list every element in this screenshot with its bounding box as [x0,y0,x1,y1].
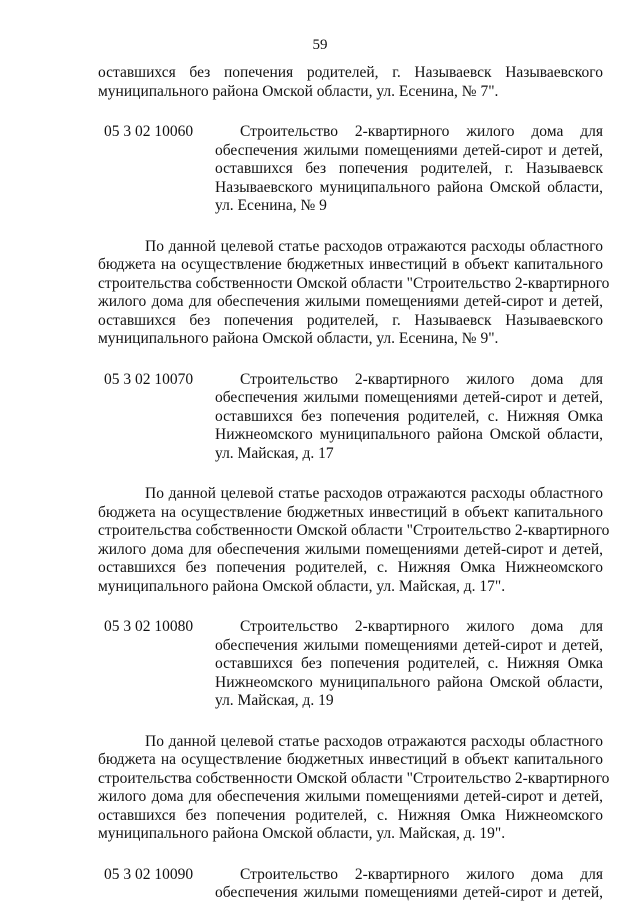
budget-code: 05 3 02 10070 [104,370,194,388]
text-line: муниципального района Омской области, ул. Майская, д. 19". [98,825,506,842]
text-line: обеспечения жилыми помещениями детей-сирот и детей, [215,389,603,406]
text-line: Нижнеомского муниципального района Омской области, [215,673,603,691]
text-line: бюджета на осуществление бюджетных инвестиций в объект капитального [98,751,603,768]
text-line: По данной целевой статье расходов отражаются расходы областного [145,237,603,255]
text-line: По данной целевой статье расходов отражаются расходы областного [145,732,603,750]
budget-entry [98,371,603,464]
text-line: бюджета на осуществление бюджетных инвестиций в объект капитального [98,503,603,521]
text-line: строительства собственности Омской области "Строительство 2-квартирного [98,769,610,787]
entry-title [215,371,603,464]
text-line: оставшихся без попечения родителей, г. Называевск Называевского [98,311,603,329]
text-line: жилого дома для обеспечения жилыми помещениями детей-сирот и детей, [98,293,603,310]
intro-paragraph [98,64,603,101]
text-line: Строительство 2-квартирного жилого дома для [240,618,603,635]
text-line: обеспечения жилыми помещениями детей-сирот и детей, [215,141,603,159]
text-line: оставшихся без попечения родителей, г. Называевск Называевского [98,64,603,81]
text-line: муниципального района Омской области, ул. Есенина, № 9". [98,330,499,347]
text-line: строительства собственности Омской области "Строительство 2-квартирного [98,274,610,292]
entry-title [215,618,603,711]
text-line: оставшихся без попечения родителей, с. Нижняя Омка [215,407,603,425]
text-line: обеспечения жилыми помещениями детей-сирот и детей, [215,884,603,901]
text-line: муниципального района Омской области, ул. Майская, д. 17". [98,577,506,595]
text-line: ул. Есенина, № 9 [215,197,327,214]
text-line: бюджета на осуществление бюджетных инвестиций в объект капитального [98,256,603,273]
budget-entry [98,123,603,216]
text-line: оставшихся без попечения родителей, с. Нижняя Омка Нижнеомского [98,806,603,824]
budget-code: 05 3 02 10090 [104,865,194,883]
budget-code: 05 3 02 10060 [104,123,194,140]
document-body [98,64,610,903]
entry-title [215,866,603,903]
text-line: Строительство 2-квартирного жилого дома для [240,865,603,883]
text-line: обеспечения жилыми помещениями детей-сирот и детей, [215,636,603,654]
text-line: строительства собственности Омской области "Строительство 2-квартирного [98,522,610,539]
text-line: жилого дома для обеспечения жилыми помещениями детей-сирот и детей, [98,540,603,558]
description-paragraph [98,732,610,844]
description-paragraph [98,237,610,349]
text-line: Строительство 2-квартирного жилого дома для [240,370,603,388]
text-line: оставшихся без попечения родителей, с. Нижняя Омка Нижнеомского [98,559,603,576]
text-line: ул. Майская, д. 17 [215,444,334,462]
text-line: оставшихся без попечения родителей, г. Называевск [215,160,603,177]
description-paragraph [98,485,610,596]
budget-entry [98,866,603,903]
text-line: Называевского муниципального района Омской области, [215,178,603,196]
text-line: По данной целевой статье расходов отражаются расходы областного [145,485,603,502]
text-line: Строительство 2-квартирного жилого дома для [240,123,603,140]
text-line: муниципального района Омской области, ул. Есенина, № 7". [98,82,499,100]
text-line: Нижнеомского муниципального района Омской области, [215,426,603,443]
entry-title [215,123,603,216]
budget-entry [98,618,603,711]
text-line: жилого дома для обеспечения жилыми помещениями детей-сирот и детей, [98,788,603,805]
page-number: 59 [312,37,328,53]
text-line: оставшихся без попечения родителей, с. Нижняя Омка [215,655,603,672]
text-line: ул. Майская, д. 19 [215,692,334,709]
budget-code: 05 3 02 10080 [104,618,194,635]
